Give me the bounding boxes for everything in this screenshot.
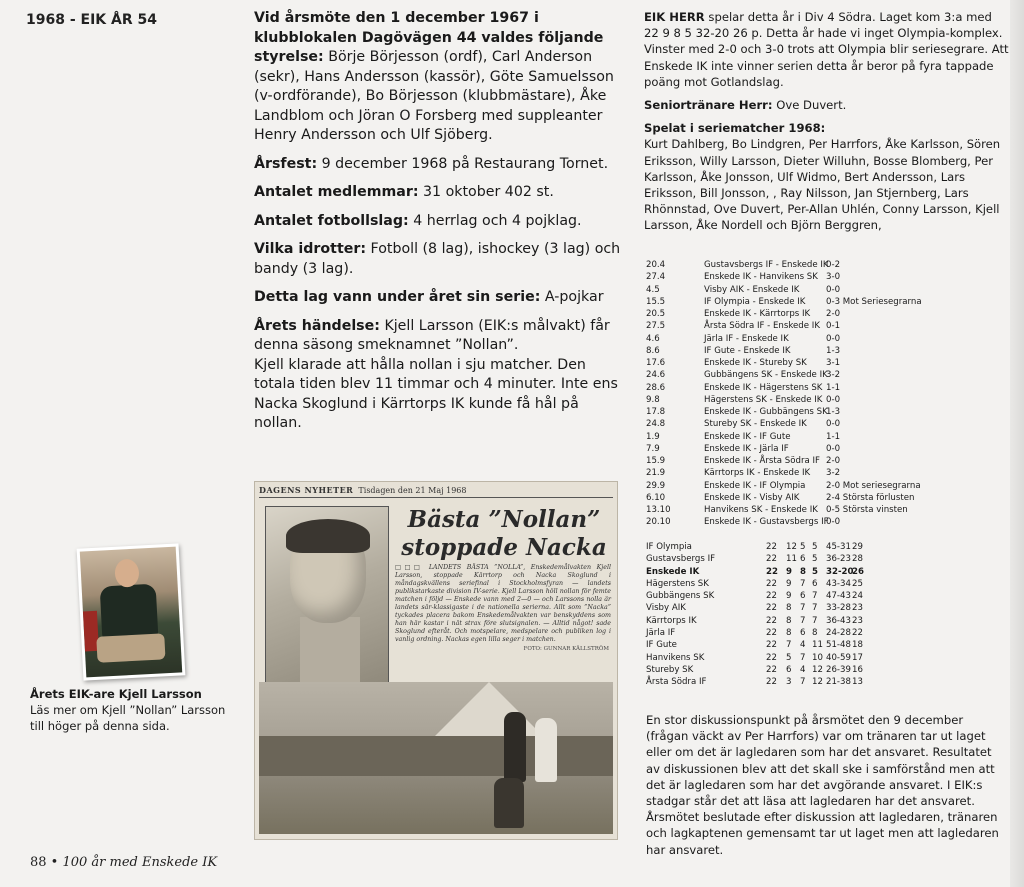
result-match: Kärrtorps IK - Enskede IK xyxy=(704,468,811,479)
result-match: Enskede IK - Järla IF xyxy=(704,443,789,454)
table-cell-d: 4 xyxy=(800,664,806,675)
result-match: Enskede IK - Årsta Södra IF xyxy=(704,456,820,466)
table-cell-d: 7 xyxy=(800,578,806,589)
table-cell-l: 7 xyxy=(812,591,818,602)
table-cell-g: 22 xyxy=(766,591,777,602)
result-date: 4.6 xyxy=(646,333,660,344)
result-match: Visby AIK - Enskede IK xyxy=(704,284,800,295)
table-cell-w: 8 xyxy=(786,615,792,626)
table-cell-p: 25 xyxy=(852,578,863,589)
table-cell-team: IF Olympia xyxy=(646,542,692,552)
result-match: Gustavsbergs IF - Enskede IK xyxy=(704,260,829,270)
table-cell-goals: 51-48 xyxy=(826,640,851,651)
result-match: Hägerstens SK - Enskede IK xyxy=(704,394,823,405)
result-date: 29.9 xyxy=(646,480,666,491)
result-score: 0-2 xyxy=(826,260,841,270)
photo-caption-title: Årets EIK-are Kjell Larsson xyxy=(30,687,202,701)
coach-paragraph: Seniortränare Herr: Ove Duvert. xyxy=(644,98,847,113)
table-cell-w: 3 xyxy=(786,677,792,688)
result-score: 0-0 xyxy=(826,333,841,344)
table-cell-g: 22 xyxy=(766,578,777,589)
table-cell-g: 22 xyxy=(766,603,777,614)
table-cell-p: 24 xyxy=(852,591,863,602)
winner-paragraph: Detta lag vann under året sin serie: A-pojkar xyxy=(254,289,604,305)
result-date: 9.8 xyxy=(646,394,660,405)
result-match: IF Olympia - Enskede IK xyxy=(704,296,806,307)
player-photo xyxy=(77,543,186,680)
result-date: 15.5 xyxy=(646,296,666,307)
photo-caption xyxy=(30,686,240,734)
clipping-match-photo xyxy=(259,682,613,834)
result-match: Enskede IK - Gubbängens SK xyxy=(704,407,828,417)
table-cell-goals: 33-28 xyxy=(826,603,851,614)
table-cell-p: 29 xyxy=(852,542,863,552)
result-match: Enskede IK - Kärrtorps IK xyxy=(704,309,811,319)
photo-caption-text: Läs mer om Kjell ”Nollan” Larsson till höger på denna sida. xyxy=(30,703,226,733)
result-score: 2-4 Största förlusten xyxy=(826,492,915,503)
table-cell-d: 7 xyxy=(800,652,806,663)
table-cell-goals: 47-43 xyxy=(826,591,851,602)
table-cell-l: 8 xyxy=(812,628,818,639)
table-cell-goals: 24-28 xyxy=(826,628,851,639)
table-cell-team: Enskede IK xyxy=(646,566,700,577)
result-match: IF Gute - Enskede IK xyxy=(704,345,791,356)
table-cell-p: 22 xyxy=(852,628,863,639)
result-match: Enskede IK - IF Gute xyxy=(704,431,791,442)
events-paragraph: Årets händelse: Kjell Larsson (EIK:s målvakt) får denna säsong smeknamnet ”Nollan”. Kjell klarade att hålla nollan i sju matcher. Den totala tiden blev 11 timmar och 4 minuter. Inte ens Nacka Skoglund i Kärrtorps IK kunde få hål på nollan. xyxy=(254,317,618,431)
table-cell-p: 13 xyxy=(852,677,863,688)
table-cell-w: 7 xyxy=(786,640,792,651)
result-match: Enskede IK - Hägerstens SK xyxy=(704,382,823,393)
result-match: Enskede IK - IF Olympia xyxy=(704,480,806,491)
table-cell-g: 22 xyxy=(766,542,777,552)
page-edge xyxy=(1010,0,1024,887)
table-cell-l: 12 xyxy=(812,677,823,688)
table-cell-d: 6 xyxy=(800,591,806,602)
middle-column xyxy=(254,9,626,443)
result-score: 3-2 xyxy=(826,468,841,479)
table-cell-team: Gustavsbergs IF xyxy=(646,554,716,565)
table-cell-goals: 32-20 xyxy=(826,566,854,577)
result-score: 0-0 xyxy=(826,419,841,430)
table-cell-p: 17 xyxy=(852,652,863,663)
table-cell-d: 6 xyxy=(800,554,806,565)
table-cell-team: Järla IF xyxy=(646,628,676,639)
right-column xyxy=(644,9,1010,241)
teams-paragraph: Antalet fotbollslag: 4 herrlag och 4 pojklag. xyxy=(254,212,582,229)
table-cell-g: 22 xyxy=(766,664,777,675)
players-paragraph: Spelat i seriematcher 1968: Kurt Dahlberg, Bo Lindgren, Per Harrfors, Åke Karlsson, Sören Eriksson, Willy Larsson, Dieter Willuhn, Bosse Blomberg, Per Karlsson, Åke Jonsson, Ulf Widmo, Bert Andersson, Lars Eriksson, Bill Jonsson, , Ray Nilsson, Jan Stjernberg, Lars Rhönnstad, Ove Duvert, Per-Allan Uhlén, Conny Larsson, Kjell Larsson, Åke Nordell och Björn Berggren, xyxy=(644,121,1001,233)
table-cell-l: 10 xyxy=(812,652,823,663)
result-date: 27.5 xyxy=(646,321,666,332)
table-cell-d: 6 xyxy=(800,628,806,639)
result-date: 20.10 xyxy=(646,517,671,528)
result-score: 1-3 xyxy=(826,407,841,417)
table-cell-d: 4 xyxy=(800,640,806,651)
table-cell-goals: 36-23 xyxy=(826,554,851,565)
table-cell-w: 9 xyxy=(786,566,792,577)
table-cell-p: 28 xyxy=(852,554,863,565)
result-match: Stureby SK - Enskede IK xyxy=(704,419,807,430)
result-match: Gubbängens SK - Enskede IK xyxy=(704,370,828,381)
clipping-masthead: DAGENS NYHETER Tisdagen den 21 Maj 1968 xyxy=(259,485,467,495)
result-score: 0-1 xyxy=(826,321,841,332)
result-match: Årsta Södra IF - Enskede IK xyxy=(704,321,820,332)
page-title: 1968 - EIK ÅR 54 xyxy=(26,12,157,28)
table-cell-l: 7 xyxy=(812,615,818,626)
result-score: 3-2 xyxy=(826,370,841,381)
table-cell-l: 7 xyxy=(812,603,818,614)
table-cell-goals: 43-34 xyxy=(826,578,851,589)
table-cell-team: Stureby SK xyxy=(646,664,694,675)
newspaper-clipping xyxy=(254,481,618,840)
table-cell-l: 11 xyxy=(812,640,823,651)
table-cell-team: Årsta Södra IF xyxy=(646,677,707,688)
result-date: 27.4 xyxy=(646,272,666,283)
result-score: 0-3 Mot Seriesegrarna xyxy=(826,296,922,307)
table-cell-team: IF Gute xyxy=(646,640,677,651)
result-date: 4.5 xyxy=(646,284,660,295)
arsfest-paragraph: Årsfest: 9 december 1968 på Restaurang Tornet. xyxy=(254,155,609,172)
table-cell-l: 5 xyxy=(812,566,818,577)
members-paragraph: Antalet medlemmar: 31 oktober 402 st. xyxy=(254,184,554,200)
season-paragraph: EIK HERR spelar detta år i Div 4 Södra. Laget kom 3:a med 22 9 8 5 32-20 26 p. Detta år hade vi inget Olympia-komplex. Vinster med 2-0 och 3-0 trots att Olympia blir seriesegrare. Att Enskede IK inte vinner serien detta år beror på fyra tappade poäng mot Gotlandslag. xyxy=(644,10,1009,89)
result-score: 3-1 xyxy=(826,358,841,368)
result-date: 24.8 xyxy=(646,419,666,430)
table-cell-d: 8 xyxy=(800,566,806,577)
table-cell-l: 5 xyxy=(812,542,818,552)
sports-paragraph: Vilka idrotter: Fotboll (8 lag), ishockey (3 lag) och bandy (3 lag). xyxy=(254,241,621,277)
discussion-paragraph: En stor diskussionspunkt på årsmötet den 9 december (frågan väckt av Per Harrfors) var om tränaren tar ut laget eller om det är lagledaren som har det ansvaret. Resultatet av diskussionen blev att det skall ske i samförstånd men att det är lagledaren som har det avgörande ansvaret. I EIK:s stadgar står det att läsa att lagledaren har det ansvaret. Årsmötet beslutade efter diskussion att lagledaren, tränaren och lagkaptenen gemensamt tar ut laget men att lagledaren har ansvaret. xyxy=(646,713,999,857)
table-cell-g: 22 xyxy=(766,640,777,651)
table-cell-goals: 45-31 xyxy=(826,542,851,552)
table-cell-p: 23 xyxy=(852,603,863,614)
result-score: 1-3 xyxy=(826,345,841,356)
page-footer: 88 • 100 år med Enskede IK xyxy=(30,855,218,870)
table-cell-team: Hanvikens SK xyxy=(646,652,705,663)
table-cell-l: 12 xyxy=(812,664,823,675)
result-date: 8.6 xyxy=(646,345,660,356)
table-cell-goals: 40-59 xyxy=(826,652,851,663)
table-cell-team: Visby AIK xyxy=(646,603,686,614)
table-cell-d: 5 xyxy=(800,542,806,552)
result-score: 0-0 xyxy=(826,284,841,295)
table-cell-w: 9 xyxy=(786,578,792,589)
result-date: 21.9 xyxy=(646,468,666,479)
result-date: 7.9 xyxy=(646,443,660,454)
result-score: 0-0 xyxy=(826,517,841,528)
table-cell-w: 5 xyxy=(786,652,792,663)
result-match: Hanvikens SK - Enskede IK xyxy=(704,505,818,515)
table-cell-w: 6 xyxy=(786,664,792,675)
table-cell-team: Kärrtorps IK xyxy=(646,615,697,626)
table-cell-w: 11 xyxy=(786,554,797,565)
result-match: Järla IF - Enskede IK xyxy=(704,333,789,344)
table-cell-l: 6 xyxy=(812,578,818,589)
result-score: 2-0 xyxy=(826,309,841,319)
result-score: 1-1 xyxy=(826,382,841,393)
clipping-headline: Bästa ”Nollan” stoppade Nacka xyxy=(401,506,607,561)
result-match: Enskede IK - Gustavsbergs IF xyxy=(704,517,829,528)
result-date: 20.4 xyxy=(646,260,666,270)
table-cell-goals: 26-39 xyxy=(826,664,851,675)
table-cell-p: 18 xyxy=(852,640,863,651)
table-cell-p: 23 xyxy=(852,615,863,626)
result-match: Enskede IK - Visby AIK xyxy=(704,492,800,503)
result-date: 1.9 xyxy=(646,431,660,442)
table-cell-w: 9 xyxy=(786,591,792,602)
table-cell-team: Hägerstens SK xyxy=(646,578,709,589)
table-cell-g: 22 xyxy=(766,615,777,626)
result-date: 17.8 xyxy=(646,407,666,417)
clipping-body: □□□ LANDETS BÄSTA ”NOLLA”, Enskedemålvakten Kjell Larsson, stoppade Kärrtorp och Nacka Skoglund i måndagskvällens seriefinal i Stockholmsfyran — landets publikstarkaste division IV-serie. Kjell Larsson höll nollan för femte matchen i följd — Enskede vann med 2—0 — och Larssons nolla är landets sär-klassigaste i de nationella serierna. Allt som ”Nacka” tyckades placera bakom Enskedemålvakten var benskyddens som han här kastar i nät strax före slutsignalen. — Alltid något! sade Skoglund efteråt. Och motspelare, medspelare och publiken log i vanlig ordning. Nackas egen lilla seger i matchen. xyxy=(395,564,611,643)
table-cell-g: 22 xyxy=(766,652,777,663)
clipping-credit: FOTO: GUNNAR KÄLLSTRÖM xyxy=(523,646,609,652)
result-date: 24.6 xyxy=(646,370,666,381)
result-match: Enskede IK - Stureby SK xyxy=(704,358,807,368)
table-cell-w: 8 xyxy=(786,628,792,639)
result-score: 2-0 xyxy=(826,456,841,466)
result-date: 20.5 xyxy=(646,309,666,319)
result-score: 0-0 xyxy=(826,443,841,454)
table-cell-g: 22 xyxy=(766,566,778,577)
result-score: 2-0 Mot seriesegrarna xyxy=(826,480,921,491)
table-cell-team: Gubbängens SK xyxy=(646,591,715,602)
table-cell-g: 22 xyxy=(766,628,777,639)
result-date: 28.6 xyxy=(646,382,666,393)
table-cell-d: 7 xyxy=(800,615,806,626)
clipping-portrait xyxy=(265,506,389,686)
result-date: 13.10 xyxy=(646,505,671,515)
table-cell-d: 7 xyxy=(800,677,806,688)
table-cell-d: 7 xyxy=(800,603,806,614)
table-cell-g: 22 xyxy=(766,677,777,688)
table-cell-w: 8 xyxy=(786,603,792,614)
table-cell-p: 16 xyxy=(852,664,863,675)
table-cell-w: 12 xyxy=(786,542,797,552)
table-cell-g: 22 xyxy=(766,554,777,565)
table-cell-goals: 36-43 xyxy=(826,615,851,626)
table-cell-l: 5 xyxy=(812,554,818,565)
result-score: 1-1 xyxy=(826,431,841,442)
table-cell-p: 26 xyxy=(852,566,864,577)
table-cell-goals: 21-38 xyxy=(826,677,851,688)
result-match: Enskede IK - Hanvikens SK xyxy=(704,272,818,283)
result-date: 15.9 xyxy=(646,456,666,466)
result-score: 0-0 xyxy=(826,394,841,405)
result-date: 6.10 xyxy=(646,492,666,503)
board-paragraph: Vid årsmöte den 1 december 1967 i klubblokalen Dagövägen 44 valdes följande styrelse: Börje Börjesson (ordf), Carl Anderson (sekr), Hans Andersson (kassör), Göte Samuelsson (v-ordförande), Bo Börjesson (klubbmästare), Åke Landblom och Jöran O Forsberg med suppleanter Henry Andersson och Ulf Sjöberg. xyxy=(254,10,614,143)
result-score: 3-0 xyxy=(826,272,841,283)
result-score: 0-5 Största vinsten xyxy=(826,505,908,515)
result-date: 17.6 xyxy=(646,358,666,368)
